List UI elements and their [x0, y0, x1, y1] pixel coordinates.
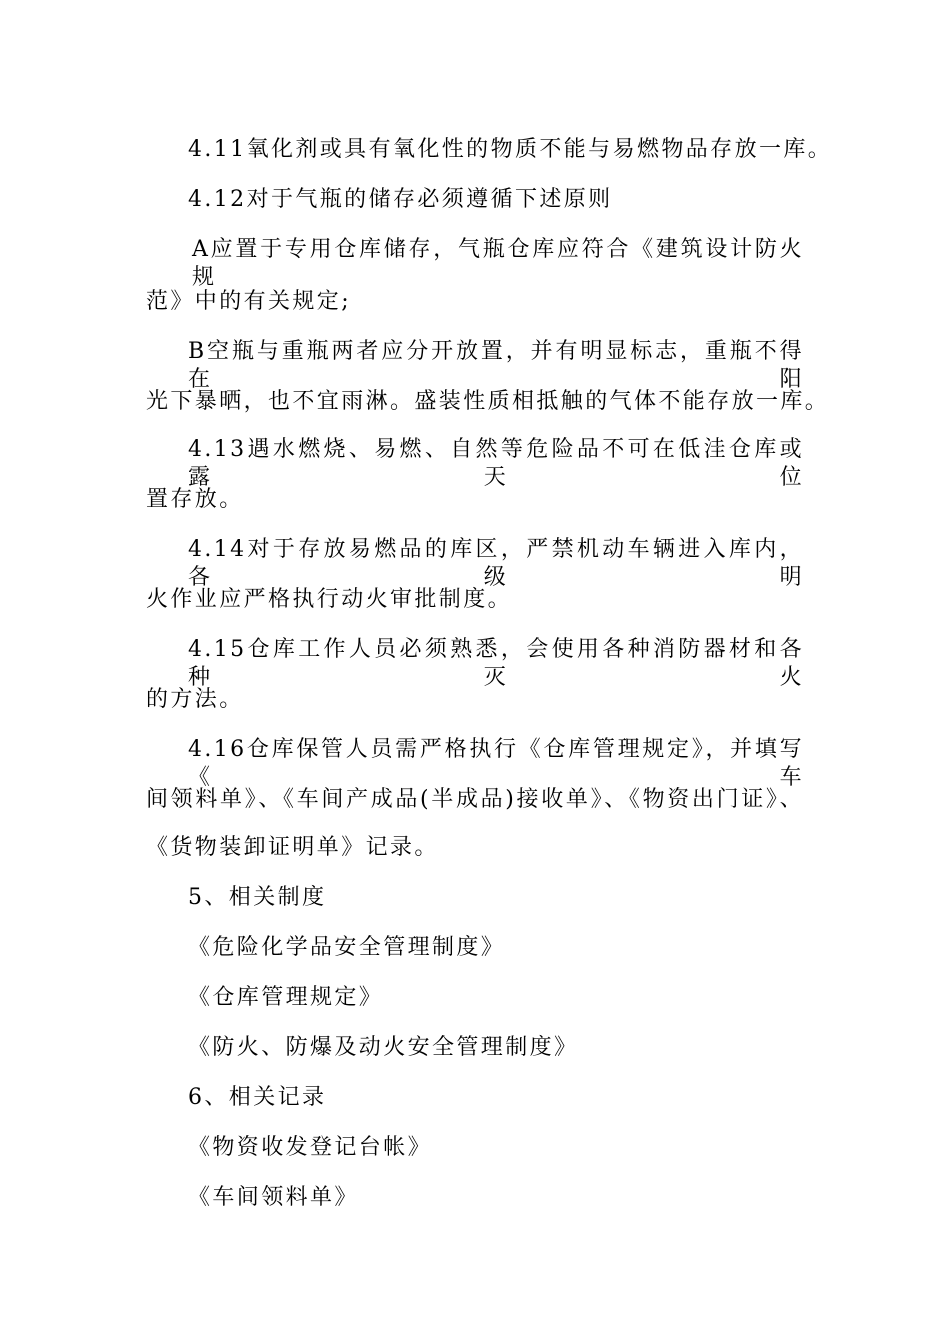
- clause-4-16-line-1: 4.16仓库保管人员需严格执行《仓库管理规定》，并填写《车: [188, 737, 804, 790]
- clause-4-12-a-line-1: A应置于专用仓库储存，气瓶仓库应符合《建筑设计防火规: [192, 237, 804, 290]
- related-record-1: 《物资收发登记台帐》: [188, 1135, 433, 1160]
- clause-4-14-line-2: 火作业应严格执行动火审批制度。: [146, 587, 513, 612]
- clause-4-16-line-3: 《货物装卸证明单》记录。: [146, 835, 439, 860]
- section-5-heading: 5、相关制度: [188, 885, 327, 910]
- clause-4-14-line-1: 4.14对于存放易燃品的库区，严禁机动车辆进入库内，各级明: [188, 537, 804, 590]
- clause-4-15-line-1: 4.15仓库工作人员必须熟悉，会使用各种消防器材和各种灭火: [188, 637, 804, 690]
- clause-4-13-line-2: 置存放。: [146, 487, 244, 512]
- clause-4-11: 4.11氧化剂或具有氧化性的物质不能与易燃物品存放一库。: [188, 137, 833, 162]
- related-regulation-1: 《危险化学品安全管理制度》: [188, 935, 506, 960]
- clause-4-15-line-2: 的方法。: [146, 687, 244, 712]
- clause-4-12-a-line-2: 范》中的有关规定;: [146, 289, 352, 314]
- clause-4-12-b-line-1: B空瓶与重瓶两者应分开放置，并有明显标志，重瓶不得在阳: [188, 339, 804, 392]
- clause-4-13-line-1: 4.13遇水燃烧、易燃、自然等危险品不可在低洼仓库或露天位: [188, 437, 804, 490]
- section-6-heading: 6、相关记录: [188, 1085, 327, 1110]
- related-regulation-3: 《防火、防爆及动火安全管理制度》: [188, 1035, 579, 1060]
- related-regulation-2: 《仓库管理规定》: [188, 985, 384, 1010]
- clause-4-12-b-line-2: 光下暴晒，也不宜雨淋。盛装性质相抵触的气体不能存放一库。: [146, 389, 830, 414]
- clause-4-12: 4.12对于气瓶的储存必须遵循下述原则: [188, 187, 613, 212]
- related-record-2: 《车间领料单》: [188, 1185, 359, 1210]
- clause-4-16-line-2: 间领料单》、《车间产成品(半成品)接收单》、《物资出门证》、: [146, 787, 804, 812]
